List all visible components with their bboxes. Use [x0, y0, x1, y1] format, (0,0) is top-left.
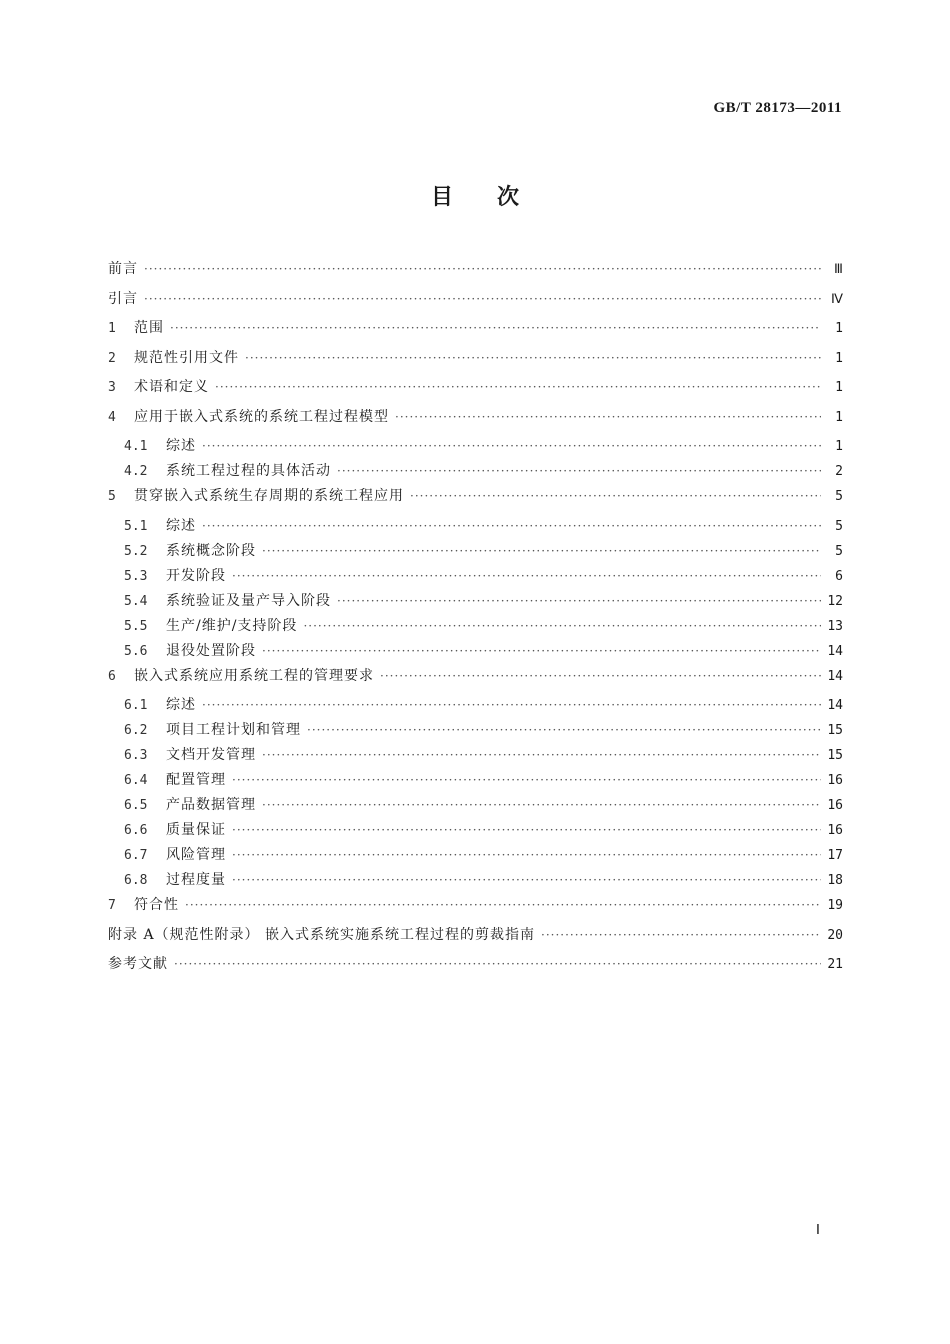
- toc-entry-number: 6.8: [124, 873, 148, 888]
- dot-leader: [395, 410, 821, 424]
- toc-entry-number: 6.4: [124, 773, 148, 788]
- toc-entry[interactable]: [108, 894, 843, 924]
- toc-entry-label: 嵌入式系统应用系统工程的管理要求: [134, 667, 374, 684]
- toc-entry[interactable]: [108, 515, 843, 540]
- toc-entry[interactable]: [108, 485, 843, 515]
- toc-entry[interactable]: [108, 435, 843, 460]
- toc-entry[interactable]: [108, 694, 843, 719]
- toc-entry-page: 15: [827, 723, 843, 738]
- dot-leader: [262, 544, 821, 558]
- toc-entry-page: 14: [827, 643, 843, 659]
- dot-leader: [262, 644, 821, 658]
- toc-entry-page: 5: [835, 543, 843, 559]
- toc-entry-label: 开发阶段: [166, 567, 226, 584]
- toc-entry-number: 2: [108, 350, 116, 366]
- toc-entry-page: 14: [827, 698, 843, 713]
- toc-entry[interactable]: [108, 258, 843, 288]
- dot-leader: [410, 489, 821, 503]
- dot-leader: [303, 619, 821, 633]
- dot-leader: [174, 957, 821, 971]
- dot-leader: [232, 569, 821, 583]
- toc-entry-number: 4.2: [124, 464, 148, 479]
- toc-entry-label: 综述: [166, 517, 196, 534]
- toc-entry-page: 13: [827, 618, 843, 634]
- toc-entry-number: 7: [108, 898, 116, 913]
- toc-entry-label: 引言: [108, 290, 138, 307]
- toc-entry-number: 5.6: [124, 643, 148, 659]
- toc-entry-page: 1: [835, 409, 843, 425]
- toc-entry[interactable]: [108, 317, 843, 347]
- toc-entry-page: 17: [827, 848, 843, 863]
- toc-entry-page: 12: [827, 593, 843, 609]
- toc-entry-number: 3: [108, 380, 116, 395]
- toc-entry-page: 14: [827, 668, 843, 684]
- toc-entry-number: 6.1: [124, 698, 148, 713]
- toc-entry[interactable]: [108, 460, 843, 485]
- toc-entry-number: 5.5: [124, 618, 148, 634]
- toc-entry-page: 5: [835, 489, 843, 504]
- dot-leader: [232, 873, 821, 887]
- toc-entry-label: 符合性: [134, 897, 179, 913]
- toc-entry[interactable]: [108, 665, 843, 695]
- toc-entry[interactable]: [108, 288, 843, 318]
- toc-entry-label: 术语和定义: [134, 379, 209, 395]
- toc-entry-page: 18: [827, 873, 843, 888]
- toc-entry-page: 16: [827, 798, 843, 813]
- toc-entry-number: 4.1: [124, 439, 148, 454]
- toc-entry-page: Ⅳ: [831, 291, 843, 307]
- table-of-contents: [108, 258, 843, 983]
- toc-entry[interactable]: [108, 347, 843, 377]
- dot-leader: [262, 748, 821, 762]
- toc-entry-number: 6.6: [124, 823, 148, 838]
- toc-entry-number: 6.5: [124, 798, 148, 813]
- toc-entry[interactable]: [108, 844, 843, 869]
- toc-entry-page: 20: [827, 927, 843, 943]
- toc-entry[interactable]: [108, 953, 843, 983]
- toc-entry-number: 6.2: [124, 723, 148, 738]
- toc-entry-label: 产品数据管理: [166, 797, 256, 813]
- dot-leader: [170, 321, 821, 335]
- dot-leader: [202, 519, 821, 533]
- toc-entry-label: 风险管理: [166, 847, 226, 863]
- toc-entry-page: 1: [835, 321, 843, 336]
- standard-code: GB/T 28173—2011: [713, 100, 842, 116]
- dot-leader: [144, 292, 821, 306]
- toc-entry-label: 退役处置阶段: [166, 642, 256, 659]
- toc-entry[interactable]: [108, 819, 843, 844]
- toc-entry[interactable]: [108, 769, 843, 794]
- toc-entry-number: 6.3: [124, 748, 148, 763]
- toc-entry-page: 19: [827, 898, 843, 913]
- toc-entry-label: 应用于嵌入式系统的系统工程过程模型: [134, 408, 389, 425]
- toc-entry-label: 附录 A（规范性附录） 嵌入式系统实施系统工程过程的剪裁指南: [108, 926, 536, 943]
- toc-entry[interactable]: [108, 719, 843, 744]
- toc-entry-page: 21: [827, 957, 843, 972]
- dot-leader: [202, 439, 821, 453]
- toc-entry-number: 5: [108, 489, 116, 504]
- dot-leader: [215, 380, 821, 394]
- dot-leader: [245, 351, 821, 365]
- toc-entry-label: 系统概念阶段: [166, 542, 256, 559]
- toc-entry[interactable]: [108, 406, 843, 436]
- toc-entry-label: 系统验证及量产导入阶段: [166, 592, 331, 609]
- toc-entry-page: Ⅲ: [834, 262, 843, 277]
- toc-entry-page: 6: [835, 568, 843, 584]
- toc-entry-label: 参考文献: [108, 956, 168, 972]
- toc-entry[interactable]: [108, 640, 843, 665]
- dot-leader: [202, 698, 821, 712]
- dot-leader: [232, 848, 821, 862]
- toc-entry-page: 1: [835, 380, 843, 395]
- toc-entry[interactable]: [108, 869, 843, 894]
- toc-entry-number: 5.1: [124, 518, 148, 534]
- toc-entry[interactable]: [108, 565, 843, 590]
- toc-entry[interactable]: [108, 744, 843, 769]
- dot-leader: [541, 928, 821, 942]
- dot-leader: [337, 594, 821, 608]
- toc-entry-number: 1: [108, 321, 116, 336]
- toc-entry-page: 1: [835, 439, 843, 454]
- toc-entry-label: 文档开发管理: [166, 747, 256, 763]
- toc-entry-label: 规范性引用文件: [134, 349, 239, 366]
- dot-leader: [262, 798, 821, 812]
- toc-entry-label: 综述: [166, 438, 196, 454]
- toc-entry[interactable]: [108, 794, 843, 819]
- toc-entry-label: 贯穿嵌入式系统生存周期的系统工程应用: [134, 488, 404, 504]
- toc-entry-number: 5.3: [124, 568, 148, 584]
- toc-entry-page: 1: [835, 350, 843, 366]
- toc-entry-page: 16: [827, 823, 843, 838]
- page-number: Ⅰ: [815, 1223, 820, 1238]
- toc-entry-number: 5.2: [124, 543, 148, 559]
- toc-entry-page: 5: [835, 518, 843, 534]
- toc-entry-page: 2: [835, 464, 843, 479]
- dot-leader: [144, 262, 821, 276]
- toc-entry-number: 6: [108, 668, 116, 684]
- toc-entry-label: 综述: [166, 697, 196, 713]
- dot-leader: [380, 669, 821, 683]
- toc-entry-number: 6.7: [124, 848, 148, 863]
- dot-leader: [232, 823, 821, 837]
- toc-entry-page: 16: [827, 773, 843, 788]
- toc-entry-label: 前言: [108, 261, 138, 277]
- toc-entry-label: 范围: [134, 320, 164, 336]
- dot-leader: [232, 773, 821, 787]
- toc-entry-label: 生产/维护/支持阶段: [166, 617, 298, 634]
- toc-entry[interactable]: [108, 376, 843, 406]
- dot-leader: [307, 723, 821, 737]
- toc-entry-label: 系统工程过程的具体活动: [166, 463, 331, 479]
- toc-entry-label: 质量保证: [166, 822, 226, 838]
- toc-entry[interactable]: [108, 590, 843, 615]
- toc-entry-label: 项目工程计划和管理: [166, 722, 301, 738]
- toc-entry-number: 5.4: [124, 593, 148, 609]
- toc-entry-page: 15: [827, 748, 843, 763]
- toc-entry-label: 配置管理: [166, 772, 226, 788]
- dot-leader: [337, 464, 821, 478]
- page-title: 目次: [430, 184, 563, 210]
- toc-entry[interactable]: [108, 924, 843, 954]
- dot-leader: [185, 898, 821, 912]
- toc-entry[interactable]: [108, 615, 843, 640]
- toc-entry-label: 过程度量: [166, 872, 226, 888]
- toc-entry-number: 4: [108, 409, 116, 425]
- toc-entry[interactable]: [108, 540, 843, 565]
